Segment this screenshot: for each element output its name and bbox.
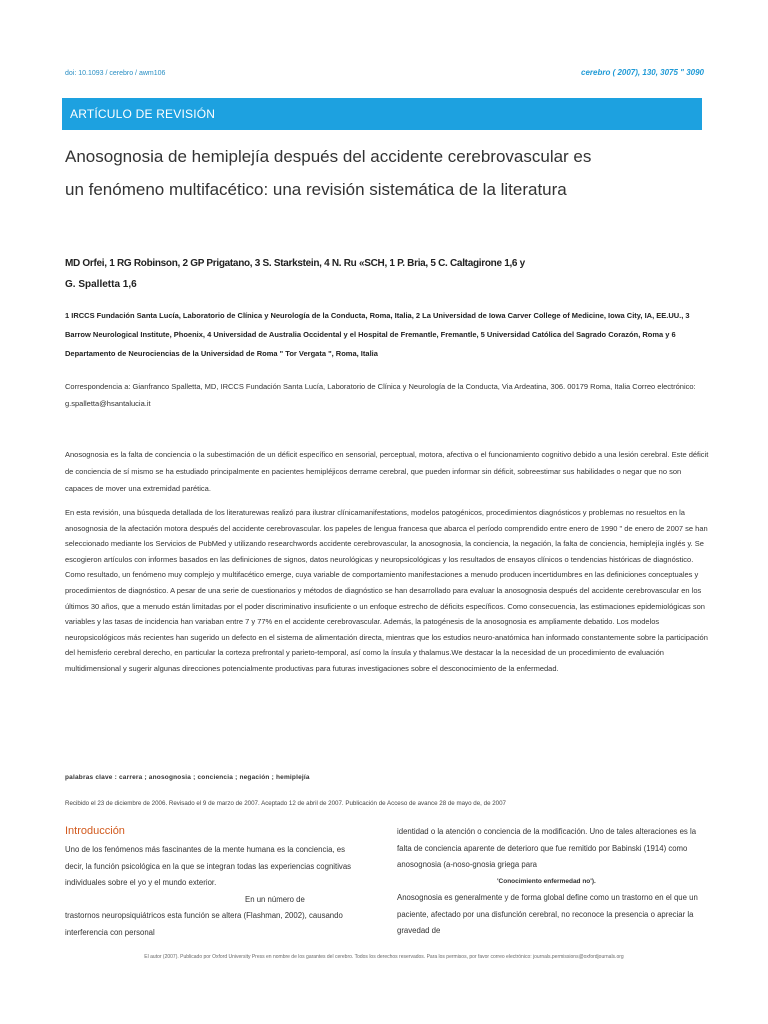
banner-label: ARTÍCULO DE REVISIÓN — [70, 107, 216, 121]
copyright-footer: El autor (2007). Publicado por Oxford University Press en nombre de los garantes del cerebro. Todos los derechos reservados. Para los permisos, por favor correo electrónico: journals.permissions@oxfordjournals.org — [144, 954, 624, 960]
article-title-line1: Anosognosia de hemiplejía después del accidente cerebrovascular es — [65, 147, 592, 166]
intro-col1-text-a: Uno de los fenómenos más fascinantes de la mente humana es la conciencia, es decir, la función psicológica en la que se integran todas las experiencias cognitivas individuales sobre el yo y el mundo exterior. — [65, 845, 352, 887]
received-dates: Recibido el 23 de diciembre de 2006. Revisado el 9 de marzo de 2007. Aceptado 12 de abril de 2007. Publicación de Acceso de avance 28 de mayo de, de 2007 — [65, 800, 506, 807]
doi-text: doi: 10.1093 / cerebro / awm106 — [65, 70, 166, 77]
section-banner — [62, 98, 702, 130]
abstract-paragraph-1: Anosognosia es la falta de conciencia o la subestimación de un déficit específico en sensorial, perceptual, motora, afectiva o el funcionamiento cognitivo debido a una lesión cerebral. Este déficit de conciencia de sí mismo se ha estudiado principalmente en pacientes hemipléjicos derrame cerebral, que pueden informar sin déficit, sobreestimar sus habilidades o negar que no son capaces de mover una extremidad parética. — [65, 450, 709, 493]
intro-column-right — [397, 824, 707, 940]
introduction-heading: Introducción — [65, 825, 125, 837]
intro-col2-text-b: Anosognosia es generalmente y de forma global define como un trastorno en el que un paciente, afectado por una disfunción cerebral, no reconoce la presencia o apreciar la gravedad de — [397, 893, 698, 935]
keywords: palabras clave : carrera ; anosognosia ; conciencia ; negación ; hemiplejía — [65, 774, 310, 781]
intro-column-left — [65, 842, 365, 941]
correspondence: Correspondencia a: Gianfranco Spalletta, MD, IRCCS Fundación Santa Lucía, Laboratorio de Clínica y Neurología de la Conducta, Via Ardeatina, 306. 00179 Roma, Italia Correo electrónico: g.spalletta@hsantalucia.it — [65, 382, 696, 408]
authors-line2: G. Spalletta 1,6 — [65, 279, 137, 290]
intro-col2-text-a: identidad o la atención o conciencia de la modificación. Uno de tales alteraciones es la falta de conciencia aparente de deterioro que fue remitido por Babinski (1914) como anosognosia (a-noso-gnosia griega para — [397, 827, 697, 869]
intro-col2-quote: 'Conocimiento enfermedad no'). — [497, 877, 596, 885]
intro-col1-text-c: trastornos neuropsiquiátricos esta función se altera (Flashman, 2002), causando interferencia con personal — [65, 911, 343, 937]
authors-line1: MD Orfei, 1 RG Robinson, 2 GP Prigatano, 3 S. Starkstein, 4 N. Ru «SCH, 1 P. Bria, 5 C. Caltagirone 1,6 y — [65, 258, 525, 269]
affiliations: 1 IRCCS Fundación Santa Lucía, Laboratorio de Clínica y Neurología de la Conducta, Roma, Italia, 2 La Universidad de Iowa Carver College of Medicine, Iowa City, IA, EE.UU., 3 Barrow Neurological Institute, Phoenix, 4 Universidad de Australia Occidental y el Hospital de Fremantle, Fremantle, 5 Universidad Católica del Sagrado Corazón, Roma y 6 Departamento de Neurociencias de la Universidad de Roma " Tor Vergata ", Roma, Italia — [65, 311, 690, 358]
intro-col1-text-b: En un número de — [245, 894, 305, 904]
journal-citation: cerebro ( 2007), 130, 3075 " 3090 — [581, 68, 704, 77]
article-title-line2: un fenómeno multifacético: una revisión sistemática de la literatura — [65, 180, 567, 199]
abstract-paragraph-2: En esta revisión, una búsqueda detallada de los literaturewas realizó para ilustrar clínicamanifestations, modelos patogénicos, procedimientos diagnósticos y problemas no resueltos en la anosognosia de la afectación motora después del accidente cerebrovascular. los papeles de lengua francesa que abarca el período comprendido entre enero de 1990 " de enero de 2007 se han seleccionado mediante los Servicios de PubMed y utilizando researchwords accidente cerebrovascular, la anosognosia, la conciencia, la negación, la falta de conciencia, hemiplejía inglés y. Se escogieron artículos con informes basados en las definiciones de signos, datos neurológicas y neuropsicológicas y los resultados de ensayos clínicos o tendencias históricas de diagnóstico. Como resultado, un fenómeno muy complejo y multifacético emerge, cuya variable de comportamiento manifestaciones a menudo producen incertidumbres en las definiciones conceptuales y procedimientos de diagnóstico. A pesar de una serie de cuestionarios y métodos de diagnóstico se han desarrollado para evaluar la anosognosia después del accidente cerebrovascular en los últimos 30 años, que a menudo están limitadas por el poder discriminativo insuficiente o un enfoque estrecho de déficits específicos. Como consecuencia, las estimaciones epidemiológicas son variables y las tasas de incidencia han variaban entre 7 y 77% en el accidente cerebrovascular. Además, la patogénesis de la anosognosia es ampliamente debatido. Los modelos neuropsicológicos más recientes han sugerido un defecto en el sistema de alimentación directa, mientras que los estudios neuro-anatómica han informado constantemente sobre la participación del hemisferio cerebral derecho, en particular la corteza prefrontal y parieto-temporal, así como la ínsula y thalamus.We destacar la la necesidad de un procedimiento de evaluación multidimensional y sugerir algunas direcciones potencialmente productivas para futuras investigaciones sobre el desconocimiento de la enfermedad. — [65, 508, 708, 673]
